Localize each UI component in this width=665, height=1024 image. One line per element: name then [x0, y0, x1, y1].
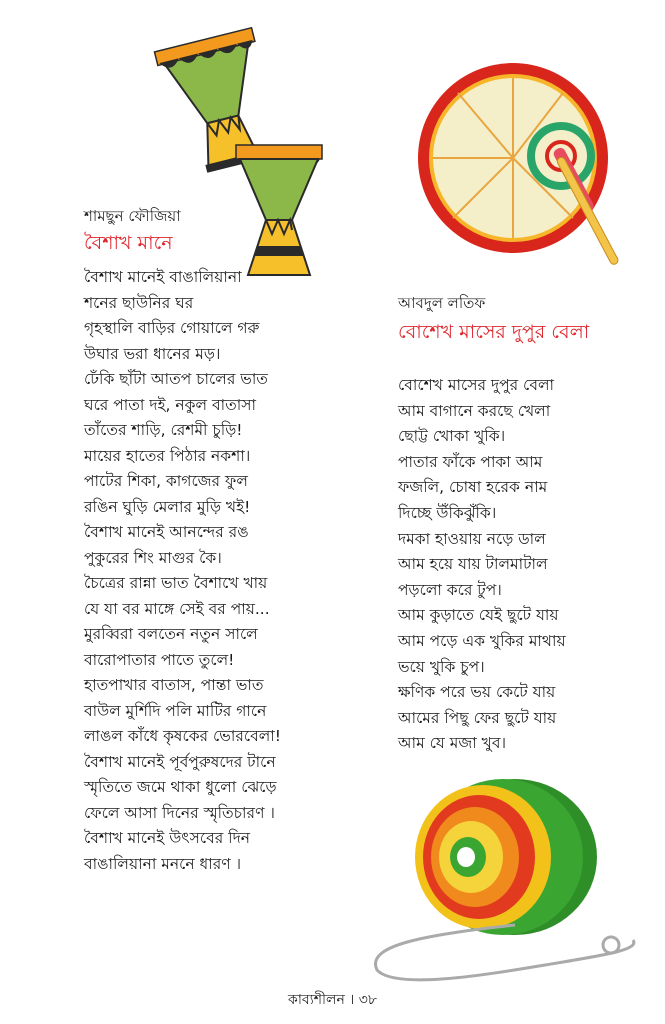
poem-line: বাউল মুর্শিদি পলি মাটির গানে	[84, 701, 267, 720]
poem-line: বারোপাতার পাতে তুলে!	[84, 650, 235, 669]
poem-line: বাঙালিয়ানা মননে ধারণ ।	[84, 854, 242, 873]
poem-right-lines	[398, 373, 648, 757]
page-footer: কাব্যশীলন । ৩৮	[288, 992, 377, 1008]
poem-line: ফজলি, চোষা হরেক নাম	[398, 478, 548, 497]
poem-line: চৈত্রের রান্না ভাত বৈশাখে খায়	[84, 574, 268, 592]
poem-line: পাতার ফাঁকে পাকা আম	[398, 452, 543, 471]
yoyo-icon	[375, 779, 633, 980]
poem-line: বৈশাখ মানেই আনন্দের রঙ	[84, 523, 249, 541]
poem-left-lines	[84, 265, 384, 877]
poem-left-title: বৈশাখ মানে	[84, 232, 173, 254]
poem-line: উঘার ভরা ধানের মড়।	[84, 344, 221, 363]
poem-line: বৈশাখ মানেই উৎসবের দিন	[84, 829, 250, 847]
hand-fan-illustration	[413, 48, 643, 293]
poem-line: আম পড়ে এক খুকির মাথায়	[398, 631, 566, 650]
poem-line: ফেলে আসা দিনের স্মৃতিচারণ ।	[84, 803, 275, 822]
poem-line: আম বাগানে করছে খেলা	[398, 401, 551, 420]
poem-line: পড়লো করে টুপ।	[398, 580, 502, 599]
poem-line: আমের পিছু ফের ছুটে যায়	[398, 708, 557, 727]
poem-line: আম যে মজা খুব।	[398, 734, 507, 753]
poem-line: হাতপাখার বাতাস, পান্তা ভাত	[84, 676, 264, 694]
poem-line: ঘরে পাতা দই, নকুল বাতাসা	[84, 395, 256, 414]
poem-right-author: আবদুল লতিফ	[398, 294, 486, 312]
poem-line: বৈশাখ মানেই বাঙালিয়ানা	[84, 268, 242, 286]
poem-line: দমকা হাওয়ায় নড়ে ডাল	[398, 529, 546, 548]
poem-line: বোশেখ মাসের দুপুর বেলা	[398, 376, 555, 394]
poem-line: পুকুরের শিং মাগুর কৈ।	[84, 548, 222, 567]
poem-line: যে যা বর মাঙ্গে সেই বর পায়...	[84, 599, 270, 618]
poem-line: শনের ছাউনির ঘর	[84, 293, 194, 312]
poem-line: স্মৃতিতে জমে থাকা ধুলো ঝেড়ে	[84, 778, 277, 796]
poem-line: বৈশাখ মানেই পূর্বপুরুষদের টানে	[84, 752, 276, 771]
hand-fan-icon	[418, 63, 619, 266]
poem-left-author: শামছুন ফৌজিয়া	[84, 207, 181, 225]
poem-line: আম কুড়াতে যেই ছুটে যায়	[398, 606, 559, 625]
poem-line: ভয়ে খুকি চুপ।	[398, 657, 485, 676]
poem-line: গৃহস্থালি বাড়ির গোয়ালে গরু	[84, 319, 260, 337]
poem-line: আম হয়ে যায় টালমাটাল	[398, 555, 548, 574]
poem-line: মুরব্বিরা বলতেন নতুন সালে	[84, 625, 258, 643]
poem-line: ঢেঁকি ছাঁটা আতপ চালের ভাত	[84, 370, 268, 388]
poem-line: দিচ্ছে উঁকিঝুঁকি।	[398, 503, 497, 522]
poem-line: লাঙল কাঁধে কৃষকের ভোরবেলা!	[84, 727, 281, 745]
poem-line: ছোট্ট খোকা খুকি।	[398, 427, 506, 446]
poem-right-title: বোশেখ মাসের দুপুর বেলা	[398, 321, 590, 343]
drum-right-icon	[236, 145, 322, 275]
poem-line: ক্ষণিক পরে ভয় কেটে যায়	[398, 683, 556, 702]
poem-line: তাঁতের শাড়ি, রেশমী চুড়ি!	[84, 421, 243, 439]
poem-line: পাটের শিকা, কাগজের ফুল	[84, 472, 248, 490]
poem-line: রঙিন ঘুড়ি মেলার মুড়ি খই!	[84, 497, 251, 516]
poem-line: মায়ের হাতের পিঠার নকশা।	[84, 446, 251, 465]
yoyo-illustration	[365, 775, 645, 995]
